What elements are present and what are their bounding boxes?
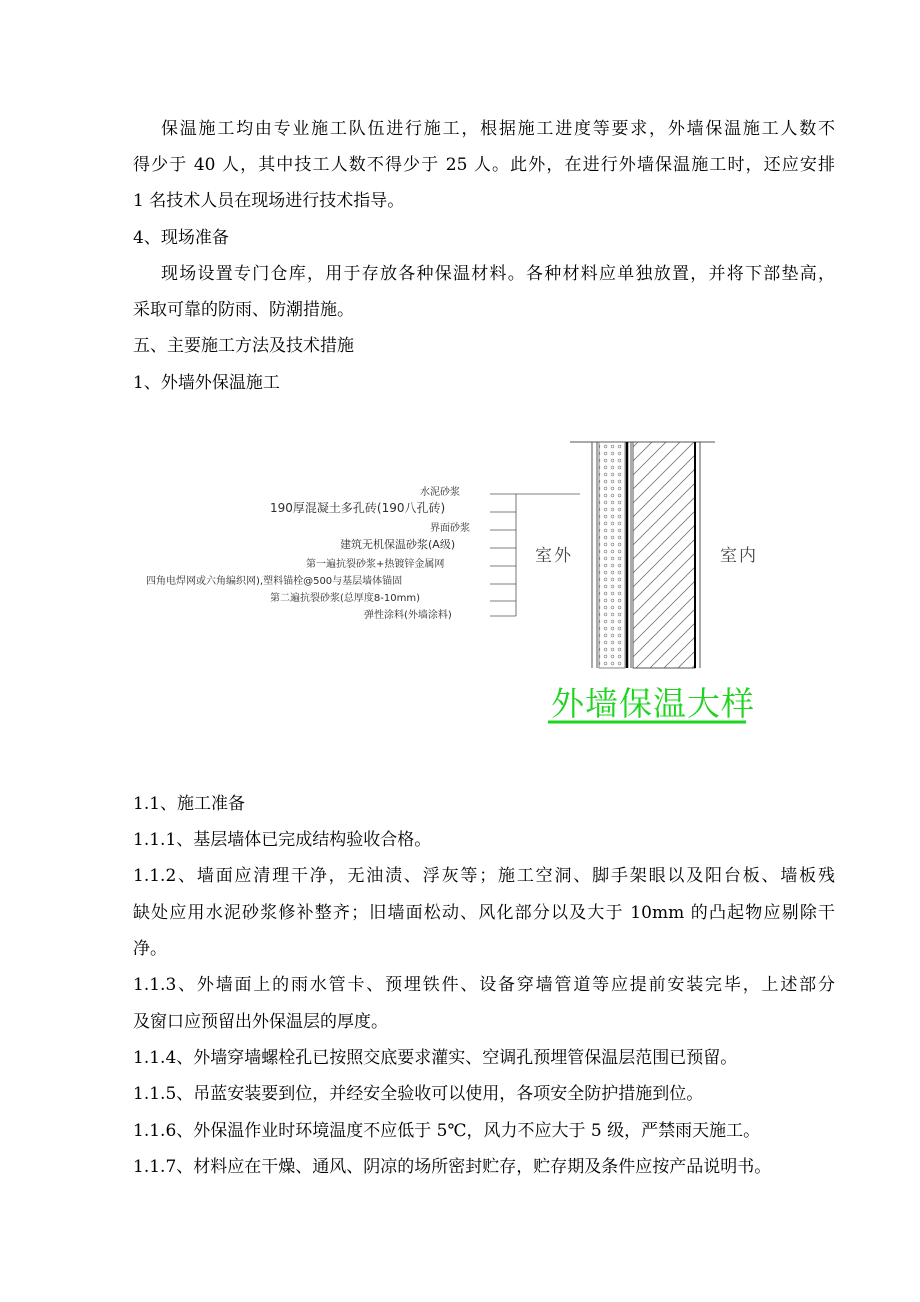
item-1-1-4: 1.1.4、外墙穿墙螺栓孔已按照交底要求灌实、空调孔预埋管保温层范围已预留。 [133,1048,738,1068]
item-1-1-5: 1.1.5、吊蓝安装要到位，并经安全验收可以使用，各项安全防护措施到位。 [133,1084,704,1104]
label-elastic-coating: 弹性涂料(外墙涂料) [364,610,452,621]
heading-1-1: 1.1、施工准备 [133,794,246,814]
wall-insulation-detail-figure [140,436,760,756]
item-1-1-2-line2: 缺处应用水泥砂浆修补整齐；旧墙面松动、风化部分以及大于 10mm 的凸起物应剔除干 [133,903,835,923]
paragraph1-line3: 1 名技术人员在现场进行技术指导。 [133,191,405,211]
heading-site-prep: 4、现场准备 [133,228,229,248]
item-1-1-2-line3: 净。 [133,939,167,959]
label-concrete-brick: 190厚混凝土多孔砖(190八孔砖) [270,501,446,515]
label-inside: 室内 [720,546,758,566]
paragraph2-line1: 现场设置专门仓库，用于存放各种保温材料。各种材料应单独放置，并将下部垫高， [161,264,835,284]
label-welded-mesh-anchor: 四角电焊网或六角编织网),塑料锚栓@500与基层墙体锚固 [146,576,403,587]
item-1-1-1: 1.1.1、基层墙体已完成结构验收合格。 [133,830,432,850]
item-1-1-3-line2: 及窗口应预留出外保温层的厚度。 [133,1012,388,1032]
heading-section5: 五、主要施工方法及技术措施 [133,336,354,356]
item-1-1-6: 1.1.6、外保温作业时环境温度不应低于 5℃，风力不应大于 5 级，严禁雨天施工。 [133,1121,761,1141]
label-second-crack-mortar: 第二遍抗裂砂浆(总厚度8-10mm) [270,593,420,604]
heading-ext-wall: 1、外墙外保温施工 [133,373,280,393]
figure-title: 外墙保温大样 [551,684,755,723]
item-1-1-7: 1.1.7、材料应在干燥、通风、阴凉的场所密封贮存，贮存期及条件应按产品说明书。 [133,1157,772,1177]
paragraph2-line2: 采取可靠的防雨、防潮措施。 [133,300,354,320]
item-1-1-2-line1: 1.1.2、墙面应清理干净，无油渍、浮灰等；施工空洞、脚手架眼以及阳台板、墙板残 [133,866,835,886]
paragraph1-line2: 得少于 40 人，其中技工人数不得少于 25 人。此外，在进行外墙保温施工时，还应安排 [133,155,835,175]
masonry-wall-layer [633,442,695,668]
label-cement-mortar: 水泥砂浆 [420,487,460,498]
item-1-1-3-line1: 1.1.3、外墙面上的雨水管卡、预埋铁件、设备穿墙管道等应提前安装完毕，上述部分 [133,975,835,995]
label-outside: 室外 [535,546,573,566]
label-interface-mortar: 界面砂浆 [430,523,470,534]
insulation-mortar-layer [599,442,625,668]
label-insulation-mortar: 建筑无机保温砂浆(A级) [340,538,456,551]
label-first-crack-mortar: 第一遍抗裂砂浆+热镀锌金属网 [306,559,445,570]
paragraph1-line1: 保温施工均由专业施工队伍进行施工，根据施工进度等要求，外墙保温施工人数不 [161,119,835,139]
